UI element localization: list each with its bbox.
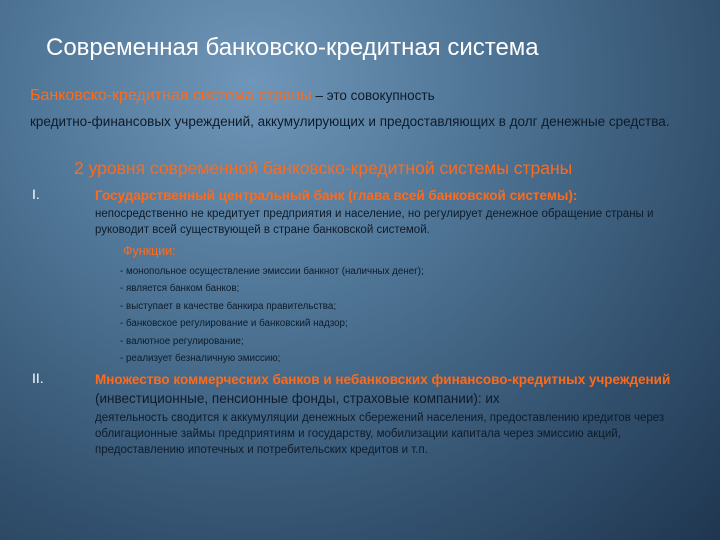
item-number-2: II. <box>32 370 44 386</box>
item-heading-1: Государственный центральный банк (глава всей банковской системы): <box>95 188 578 203</box>
definition-rest: кредитно-финансовых учреждений, аккумулирующих и предоставляющих в долг денежные средства. <box>30 114 670 129</box>
function-item: - монопольное осуществление эмиссии банкнот (наличных денег); <box>120 266 424 277</box>
function-item: - реализует безналичную эмиссию; <box>120 353 281 365</box>
function-item: - валютное регулирование; <box>120 335 244 347</box>
item-number-1: I. <box>32 186 40 202</box>
intro-definition <box>30 83 700 135</box>
item-description-1: непосредственно не кредитует предприятия и население, но регулирует денежное обращение страны и руководит всей существующей в стране банковской системой. <box>95 208 654 236</box>
item-heading-2-parenthetical: (инвестиционные, пенсионные фонды, страховые компании): их <box>95 391 500 406</box>
function-item: - является банком банков; <box>120 283 240 295</box>
definition-start: – это совокупность <box>311 88 435 103</box>
function-item: - банковское регулирование и банковский надзор; <box>120 318 348 330</box>
defined-term: Банковско-кредитная система страны <box>30 87 312 104</box>
slide-title: Современная банковско-кредитная система <box>46 34 539 61</box>
functions-list <box>120 263 680 367</box>
item-description-2: деятельность сводится к аккумуляции денежных сбережений населения, предоставлению кредитов через облигационные займы предприятиям и государству, мобилизации капитала через эмиссию акций, предоставлению ипотечных и потребительских кредитов и т.п. <box>95 412 665 456</box>
function-item: - выступает в качестве банкира правительства; <box>120 300 337 312</box>
item-heading-2 <box>95 370 705 408</box>
levels-heading: 2 уровня современной банковско-кредитной системы страны <box>74 158 573 178</box>
functions-label: Функции: <box>123 244 176 258</box>
item-heading-2-text: Множество коммерческих банков и небанковских финансово-кредитных учреждений <box>95 372 671 387</box>
